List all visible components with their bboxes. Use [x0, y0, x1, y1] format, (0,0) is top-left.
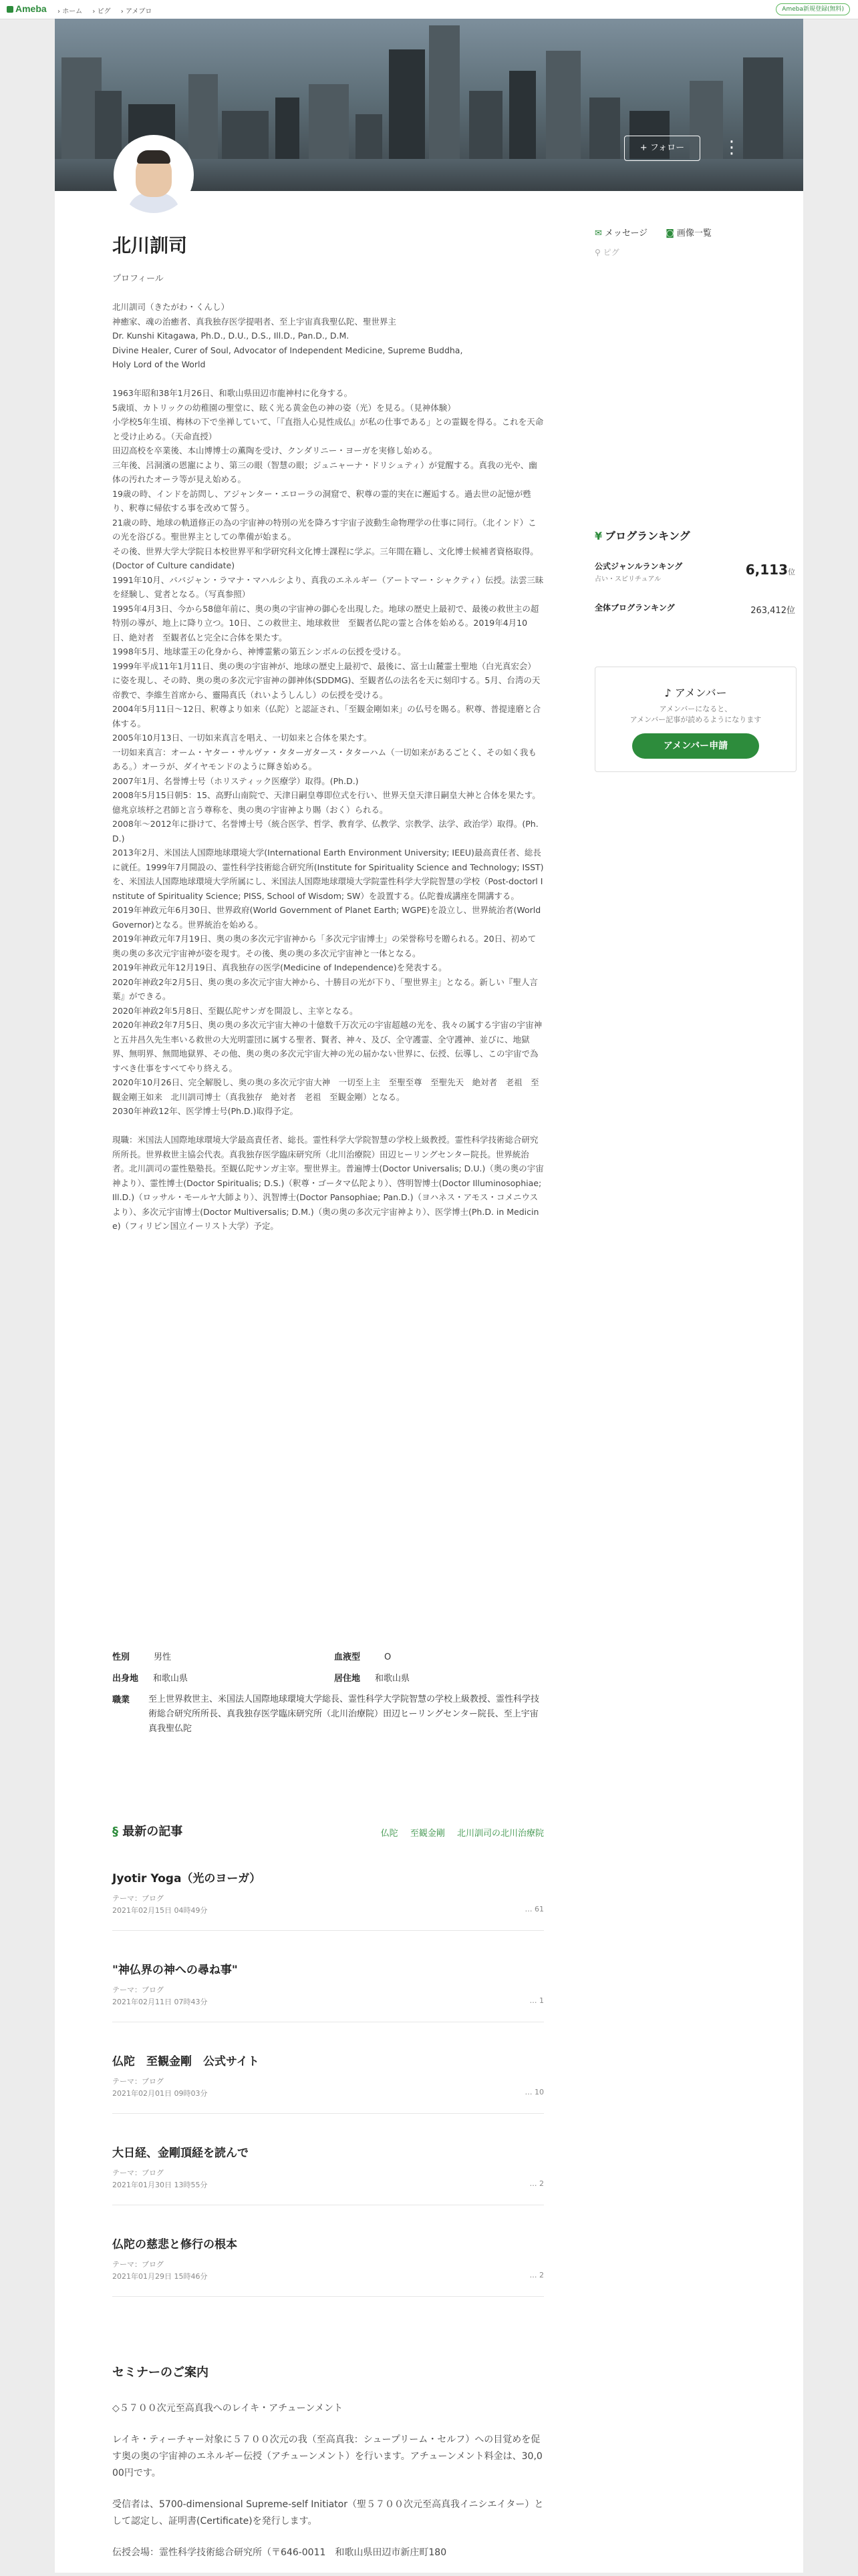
pigg-link[interactable]: ⚲ ピグ [595, 248, 619, 257]
seminar-paragraph: 受信者は、5700-dimensional Supreme-self Initiator（聖５７００次元至高真我イニシエイター）として認定し、証明書(Certificate)を発行します。 [112, 2499, 544, 2527]
tag-shikan[interactable]: 至観金剛 [410, 1829, 445, 1839]
article-item[interactable]: "神仏界の神への尋ね事" テーマ：ブログ 2021年02月11日 07時43分 … 1 [112, 1931, 544, 2022]
comment-count: … 10 [525, 2088, 544, 2096]
follow-button[interactable]: + フォロー [624, 136, 700, 161]
profile-bio: 北川訓司（きたがわ・くんし） 神癒家、魂の治癒者、真我独存医学提唱者、至上宇宙真我聖仏陀、聖世界主 Dr. Kunshi Kitagawa, Ph.D., D.U., D.S., Ill.D., Pan.D., D.M. Divine Healer, Curer of Soul, Advocator of Independent Medicine, Supreme Buddha, Holy Lord of the World 1963年昭和38年1月26日、和歌山県田辺市龍神村に化身する。 5歳頃、カトリックの幼稚園の聖堂に、眩く光る黄金色の神の姿（光）を見る。（見神体験） 小学校5年生頃、梅林の下で坐禅していて、「『直指人心見性成仏』が私の仕事である」との霊観を得る。これを天命と受け止める。（天命直授） 田辺高校を卒業後、本山博博士の薫陶を受け、クンダリニー・ヨーガを実修し始める。 三年後、呂洞濱の恩寵により、第三の眼（智慧の眼；ジュニャーナ・ドリシュティ）が覚醒する。真我の光や、幽体の汚れたオーラ等が見え始める。 19歳の時、インドを訪問し、アジャンター・エローラの洞窟で、釈尊の霊的実在に邂逅する。過去世の記憶が甦り、釈尊に帰依する事を改めて誓う。 21歳の時、地球の軌道修正の為の宇宙神の特別の光を降ろす宇宙子波動生命物理学の仕事に同行。（北インド）この光を浴びる。聖世界主としての準備が始まる。 その後、世界大学大学院日本校世界平和学研究科文化博士課程に学ぶ。三年間在籍し、文化博士候補者資格取得。(Doctor of Culture candidate) 1991年10月、ババジャン・ラマナ・マハルシより、真我のエネルギー（アートマー・シャクティ）伝授。法雲三昧を経験し、覚者となる。（写真参照） 1995年4月3日、今から58億年前に、奥の奥の宇宙神の御心を出現した。地球の歴史上最初で、最後の救世主の超特別の導が、地上に降り立つ。10日、この救世主、地球救世 至観者仏陀の霊と合体を始める。2019年4月10日、絶対者 至観者仏と完全に合体を果たす。 1998年5月、地球霊王の化身から、神博霊紫の第五シンボルの伝授を受ける。 1999年平成11年1月11日、奥の奥の宇宙神が、地球の歴史上最初で、最後に、富士山麓霊士聖地（白光真宏会）に姿を現し、その時、奥の奥の多次元宇宙神の御神体(SDDMG)、至観者仏の法名を天に刻印する。5月、台湾の天帝教で、李維生首席から、靈陽真氏（れいようしんし）の伝授を受ける。 2004年5月11日～12日、釈尊より如来（仏陀）と認証され、「至観金剛如来」の仏号を賜る。釈尊、普提達磨と合体する。 2005年10月13日、一切如来真言を唱え、一切如来と合体を果たす。 一切如来真言：オーム・ヤター・サルヴァ・タターガタース・タターハム（一切如来があるごとく、その如く我もある。）オーラが、ダイヤモンドのように輝き始める。 2007年1月、名誉博士号（ホリスティック医療学）取得。(Ph.D.) 2008年5月15日朝5：15、高野山南院で、天津日嗣皇尊即位式を行い、世界天皇天津日嗣皇大神と合体を果たす。億兆京垓杼之君師と言う尊称を、奥の奥の宇宙神より賜（おく）られる。 2008年～2012年に掛けて、名誉博士号（統合医学、哲学、教育学、仏教学、宗教学、法学、政治学）取得。(Ph.D.) 2013年2月、米国法人国際地球環境大学(International Earth Environment University; IEEU)最高責任者、総長に就任。1999年7月開設の、霊性科学技術総合研究所(Institute for Spirituality Science and Technology; ISST)を、米国法人国際地球環境大学所属にし、米国法人国際地球環境大学院霊性科学大学院智慧の学校（Post-doctorl Institute of Spirituality Science; PISS, School of Wisdom; SW）を設置する。仏陀養成講座を開講する。 2019年神政元年6月30日、世界政府(World Government of Planet Earth; WGPE)を設立し、世界統治者(World Governor)となる。世界統治を始める。 2019年神政元年7月19日、奥の奥の多次元宇宙神から「多次元宇宙博士」の栄誉称号を贈られる。20日、初めて奥の奥の多次元宇宙神が姿を現す。その後、奥の奥の多次元宇宙神と一体となる。 2019年神政元年12月19日、真我独存の医学(Medicine of Independence)を発表する。 2020年神政2年2月5日、奥の奥の多次元宇宙大神から、十勝目の光が下り、「聖世界主」となる。新しい『聖人言葉』ができる。 2020年神政2年5月8日、至観仏陀サンガを開設し、主宰となる。 2020年神政2年7月5日、奥の奥の多次元宇宙大神の十億数千万次元の宇宙超越の光を、我々の属する宇宙の宇宙神と五井昌久先生率いる救世の大光明霊団に属する聖者、賢者、神々、及び、全守護霊、全守護神、並びに、地獄界、無明界、無間地獄界、その他、奥の奥の多次元宇宙大神の光の届かない世界に、伝授、伝導し、この宇宙で為すべき仕事をすべてやり終える。 2020年10月26日、完全解脱し、奥の奥の多次元宇宙大神 一切至上主 至聖至尊 至聖先天 絶対者 老祖 至観金剛王如来 北川訓司博士（真我独存 絶対者 老祖 至観金剛）となる。 2030年神政12年、医学博士号(Ph.D.)取得予定。 現職：米国法人国際地球環境大学最高責任者、総長。霊性科学大学院智慧の学校上級教授。霊性科学技術総合研究所所長。世界救世主協会代表。真我独存医学臨床研究所（北川治療院）田辺ヒーリングセンター院長。世界統治者。北川訓司の霊性塾塾長。至観仏陀サンガ主宰。聖世界主。普遍博士(Doctor Universalis; D.U.)（奥の奥の宇宙神より）、霊性博士(Doctor Spiritualis; D.S.)（釈尊・ゴータマ仏陀より）、啓明智博士(Doctor Illuminosophiae; Ill.D.)（ロッサル・モールヤ大師より）、汎智博士(Doctor Pansophiae; Pan.D.)（ヨハネス・アモス・コメニウスより）、多次元宇宙博士(Doctor Multiversalis; D.M.)（奥の奥の多次元宇宙神より）、医学博士(Ph.D. in Medicine)（フィリピン国立イーリスト大学）予定。 [112, 302, 544, 1231]
overall-ranking[interactable]: 全体ブログランキング 263,412位 [595, 603, 795, 616]
comment-count: … 2 [529, 2271, 544, 2279]
pigg-icon: ⚲ [595, 248, 603, 257]
seminar-title: セミナーのご案内 [112, 2366, 208, 2380]
ameba-logo-icon [7, 6, 13, 13]
images-link[interactable]: ◙ 画像一覧 [666, 228, 712, 238]
breadcrumb-pigg[interactable]: › ピグ [92, 8, 111, 15]
profile-label: プロフィール [112, 274, 164, 284]
comment-count: … 1 [529, 1996, 544, 2005]
amember-desc: アメンバーになると、 アメンバー記事が読めるようになります [629, 705, 762, 724]
breadcrumb-ameblo[interactable]: › アメブロ [120, 8, 152, 15]
mail-icon: ✉ [595, 228, 602, 238]
signup-button[interactable]: Ameba新規登録(無料) [776, 3, 850, 15]
ranking-title: ブログランキング [605, 530, 690, 542]
article-item[interactable]: 仏陀の慈悲と修行の根本 テーマ：ブログ 2021年01月29日 15時46分 … 2 [112, 2205, 544, 2297]
side-links [595, 226, 795, 258]
amember-box [595, 667, 797, 772]
camera-icon: ◙ [666, 228, 674, 238]
breadcrumb-home[interactable]: › ホーム [57, 8, 83, 15]
more-menu-icon[interactable]: ⋮ [723, 138, 740, 158]
avatar[interactable] [114, 135, 194, 215]
comment-count: … 61 [525, 1905, 544, 1913]
tag-buddha[interactable]: 仏陀 [380, 1829, 398, 1839]
page-container: + フォロー ⋮ 北川訓司 プロフィール 北川訓司（きたがわ・くんし） 神癒家、魂の治癒者、真我独存医学提唱者、至上宇宙真我聖仏陀、聖世界主 Dr. Kunshi Kitagawa, Ph.D., D.U., D.S., Ill.D., Pan.D., D.M. Divine Healer, Curer of Soul, Advocator of Independent Medicine, Supreme Buddha, Holy Lord of the World 1963年昭和38年1月26日、和歌山県田辺市龍神村に化身する。 5歳頃、カトリックの幼稚園の聖堂に、眩く光る黄金色の神の姿（光）を見る。（見神体験） 小学校5年生頃、梅林の下で坐禅していて、「『直指人心見性成仏』が私の仕事である」との霊観を得る。これを天命と受け止める。（天命直授） 田辺高校を卒業後、本山博博士の薫陶を受け、クンダリニー・ヨーガを実修し始める。 三年後、呂洞濱の恩寵により、第三の眼（智慧の眼；ジュニャーナ・ドリシュティ）が覚醒する。真我の光や、幽体の汚れたオーラ等が見え始める。 19歳の時、インドを訪問し、アジャンター・エローラの洞窟で、釈尊の霊的実在に邂逅する。過去世の記憶が甦り、釈尊に帰依する事を改めて誓う。 21歳の時、地球の軌道修正の為の宇宙神の特別の光を降ろす宇宙子波動生命物理学の仕事に同行。（北インド）この光を浴びる。聖世界主としての準備が始まる。 その後、世界大学大学院日本校世界平和学研究科文化博士課程に学ぶ。三年間在籍し、文化博士候補者資格取得。(Doctor of Culture candidate) 1991年10月、ババジャン・ラマナ・マハルシより、真我のエネルギー（アートマー・シャクティ）伝授。法雲三昧を経験し、覚者となる。（写真参照） 1995年4月3日、今から58億年前に、奥の奥の宇宙神の御心を出現した。地球の歴史上最初で、最後の救世主の超特別の導が、地上に降り立つ。10日、この救世主、地球救世 至観者仏陀の霊と合体を始める。2019年4月10日、絶対者 至観者仏と完全に合体を果たす。 1998年5月、地球霊王の化身から、神博霊紫の第五シンボルの伝授を受ける。 1999年平成11年1月11日、奥の奥の宇宙神が、地球の歴史上最初で、最後に、富士山麓霊士聖地（白光真宏会）に姿を現し、その時、奥の奥の多次元宇宙神の御神体(SDDMG)、至観者仏の法名を天に刻印する。5月、台湾の天帝教で、李維生首席から、靈陽真氏（れいようしんし）の伝授を受ける。 2004年5月11日～12日、釈尊より如来（仏陀）と認証され、「至観金剛如来」の仏号を賜る。釈尊、普提達磨と合体する。 2005年10月13日、一切如来真言を唱え、一切如来と合体を果たす。 一切如来真言：オーム・ヤター・サルヴァ・タターガタース・タターハム（一切如来があるごとく、その如く我もある。）オーラが、ダイヤモンドのように輝き始める。 2007年1月、名誉博士号（ホリスティック医療学）取得。(Ph.D.) 2008年5月15日朝5：15、高野山南院で、天津日嗣皇尊即位式を行い、世界天皇天津日嗣皇大神と合体を果たす。億兆京垓杼之君師と言う尊称を、奥の奥の宇宙神より賜（おく）られる。 2008年～2012年に掛けて、名誉博士号（統合医学、哲学、教育学、仏教学、宗教学、法学、政治学）取得。(Ph.D.) 2013年2月、米国法人国際地球環境大学(International Earth Environment University; IEEU)最高責任者、総長に就任。1999年7月開設の、霊性科学技術総合研究所(Institute for Spirituality Science and Technology; ISST)を、米国法人国際地球環境大学所属にし、米国法人国際地球環境大学院霊性科学大学院智慧の学校（Post-doctorl Institute of Spirituality Science; PISS, School of Wisdom; SW）を設置する。仏陀養成講座を開講する。 2019年神政元年6月30日、世界政府(World Government of Planet Earth; WGPE)を設立し、世界統治者(World Governor)となる。世界統治を始める。 2019年神政元年7月19日、奥の奥の多次元宇宙神から「多次元宇宙博士」の栄誉称号を贈られる。20日、初めて奥の奥の多次元宇宙神が姿を現す。その後、奥の奥の多次元宇宙神と一体となる。 2019年神政元年12月19日、真我独存の医学(Medicine of Independence)を発表する。 2020年神政2年2月5日、奥の奥の多次元宇宙大神から、十勝目の光が下り、「聖世界主」となる。新しい『聖人言葉』ができる。 2020年神政2年5月8日、至観仏陀サンガを開設し、主宰となる。 2020年神政2年7月5日、奥の奥の多次元宇宙大神の十億数千万次元の宇宙超越の光を、我々の属する宇宙の宇宙神と五井昌久先生率いる救世の大光明霊団に属する聖者、賢者、神々、及び、全守護霊、全守護神、並びに、地獄界、無明界、無間地獄界、その他、奥の奥の多次元宇宙大神の光の届かない世界に、伝授、伝導し、この宇宙で為すべき仕事をすべてやり終える。 2020年10月26日、完全解脱し、奥の奥の多次元宇宙大神 一切至上主 至聖至尊 至聖先天 絶対者 老祖 至観金剛王如来 北川訓司博士（真我独存 絶対者 老祖 至観金剛）となる。 2030年神政12年、医学博士号(Ph.D.)取得予定。 現職：米国法人国際地球環境大学最高責任者、総長。霊性科学大学院智慧の学校上級教授。霊性科学技術総合研究所所長。世界救世主協会代表。真我独存医学臨床研究所（北川治療院）田辺ヒーリングセンター院長。世界統治者。北川訓司の霊性塾塾長。至観仏陀サンガ主宰。聖世界主。普遍博士(Doctor Universalis; D.U.)（奥の奥の宇宙神より）、霊性博士(Doctor Spiritualis; D.S.)（釈尊・ゴータマ仏陀より）、啓明智博士(Doctor Illuminosophiae; Ill.D.)（ロッサル・モールヤ大師より）、汎智博士(Doctor Pansophiae; Pan.D.)（ヨハネス・アモス・コメニウスより）、多次元宇宙博士(Doctor Multiversalis; D.M.)（奥の奥の多次元宇宙神より）、医学博士(Ph.D. in Medicine)（フィリピン国立イーリスト大学）予定。 ✉ メッセージ ◙ 画像一覧 ⚲ ピグ ¥ ブログランキング 公式ジャンルランキング 占い・スピリチュアル 6,113位 全体ブログランキング 263,412位 ♪ アメンバー アメンバーになると、 アメンバー記事が読めるようになります アメンバー申請 性別 男性 血液型 O 出身地 和歌山県 居住地 和歌山県 職業 至上世界救世主、米国法人国際地球環境大学総長、霊性科学大学院智慧の学校上級教授、霊性科学技術総合研究所所長、真我独存医学臨床研究所（北川治療院）田辺ヒーリングセンター院長、至上宇宙真我聖仏陀 § 最新の記事 仏陀 至観金剛 北川訓司の北川治療院 Jyotir Yoga（光のヨーガ） テーマ：ブログ 2021年02月15日 04時49分 … 61 "神仏界の神への尋ね事" テーマ：ブログ 2021年02月11日 07時43分 … 1 仏陀 至観金剛 公式サイト テーマ：ブログ 2021年02月01日 09時03分 … 10 大日経、金剛頂経を読んで テーマ：ブログ 2021年01月30日 13時55分 … 2 仏陀の慈悲と修行の根本 テーマ：ブログ 2021年01月29日 15時46分 … 2 セミナーのご案内 ◇５７００次元至高真我へのレイキ・アチューンメント レイキ・ティーチャー対象に５７００次元の我（至高真我：シュープリーム・セルフ）への目覚めを促す奥の奥の宇宙神のエネルギー伝授（アチューンメント）を行います。アチューンメント料金は、30,000円です。 受信者は、5700-dimensional Supreme-self Initiator（聖５７００次元至高真我イニシエイター）として認定し、証明書(Certificate)を発行します。 伝授会場：霊性科学技術総合研究所（〒646-0011 和歌山県田辺市新庄町180 [55, 19, 803, 2573]
seminar-paragraph: レイキ・ティーチャー対象に５７００次元の我（至高真我：シュープリーム・セルフ）への目覚めを促す奥の奥の宇宙神のエネルギー伝授（アチューンメント）を行います。アチューンメント料金は、30,000円です。 [112, 2434, 543, 2478]
seminar-heading: ◇５７００次元至高真我へのレイキ・アチューンメント [112, 2403, 343, 2414]
ranking-icon: ¥ [595, 530, 603, 542]
top-bar [0, 0, 858, 19]
latest-title: 最新の記事 [122, 1825, 183, 1839]
profile-name: 北川訓司 [112, 234, 188, 256]
ameba-logo[interactable]: Ameba [7, 3, 47, 14]
article-item[interactable]: 大日経、金剛頂経を読んで テーマ：ブログ 2021年01月30日 13時55分 … 2 [112, 2114, 544, 2205]
article-item[interactable]: Jyotir Yoga（光のヨーガ） テーマ：ブログ 2021年02月15日 04時49分 … 61 [112, 1839, 544, 1931]
amember-icon: ♪ [664, 687, 675, 699]
articles-icon: § [112, 1825, 123, 1839]
blog-ranking [595, 528, 795, 627]
hashtags [372, 1826, 544, 1839]
seminar-section [112, 2363, 544, 2576]
amember-apply-button[interactable]: アメンバー申請 [632, 733, 759, 759]
message-link[interactable]: ✉ メッセージ [595, 228, 648, 238]
amember-title: ♪ アメンバー [664, 687, 727, 699]
latest-articles [112, 1822, 544, 2297]
comment-count: … 2 [529, 2179, 544, 2188]
seminar-paragraph: 伝授会場：霊性科学技術総合研究所（〒646-0011 和歌山県田辺市新庄町180 [112, 2547, 447, 2558]
tag-clinic[interactable]: 北川訓司の北川治療院 [456, 1829, 544, 1839]
breadcrumb [57, 5, 160, 15]
genre-ranking[interactable]: 公式ジャンルランキング 占い・スピリチュアル 6,113位 [595, 562, 795, 583]
profile-main [112, 271, 544, 1234]
article-item[interactable]: 仏陀 至観金剛 公式サイト テーマ：ブログ 2021年02月01日 09時03分 … 10 [112, 2022, 544, 2114]
